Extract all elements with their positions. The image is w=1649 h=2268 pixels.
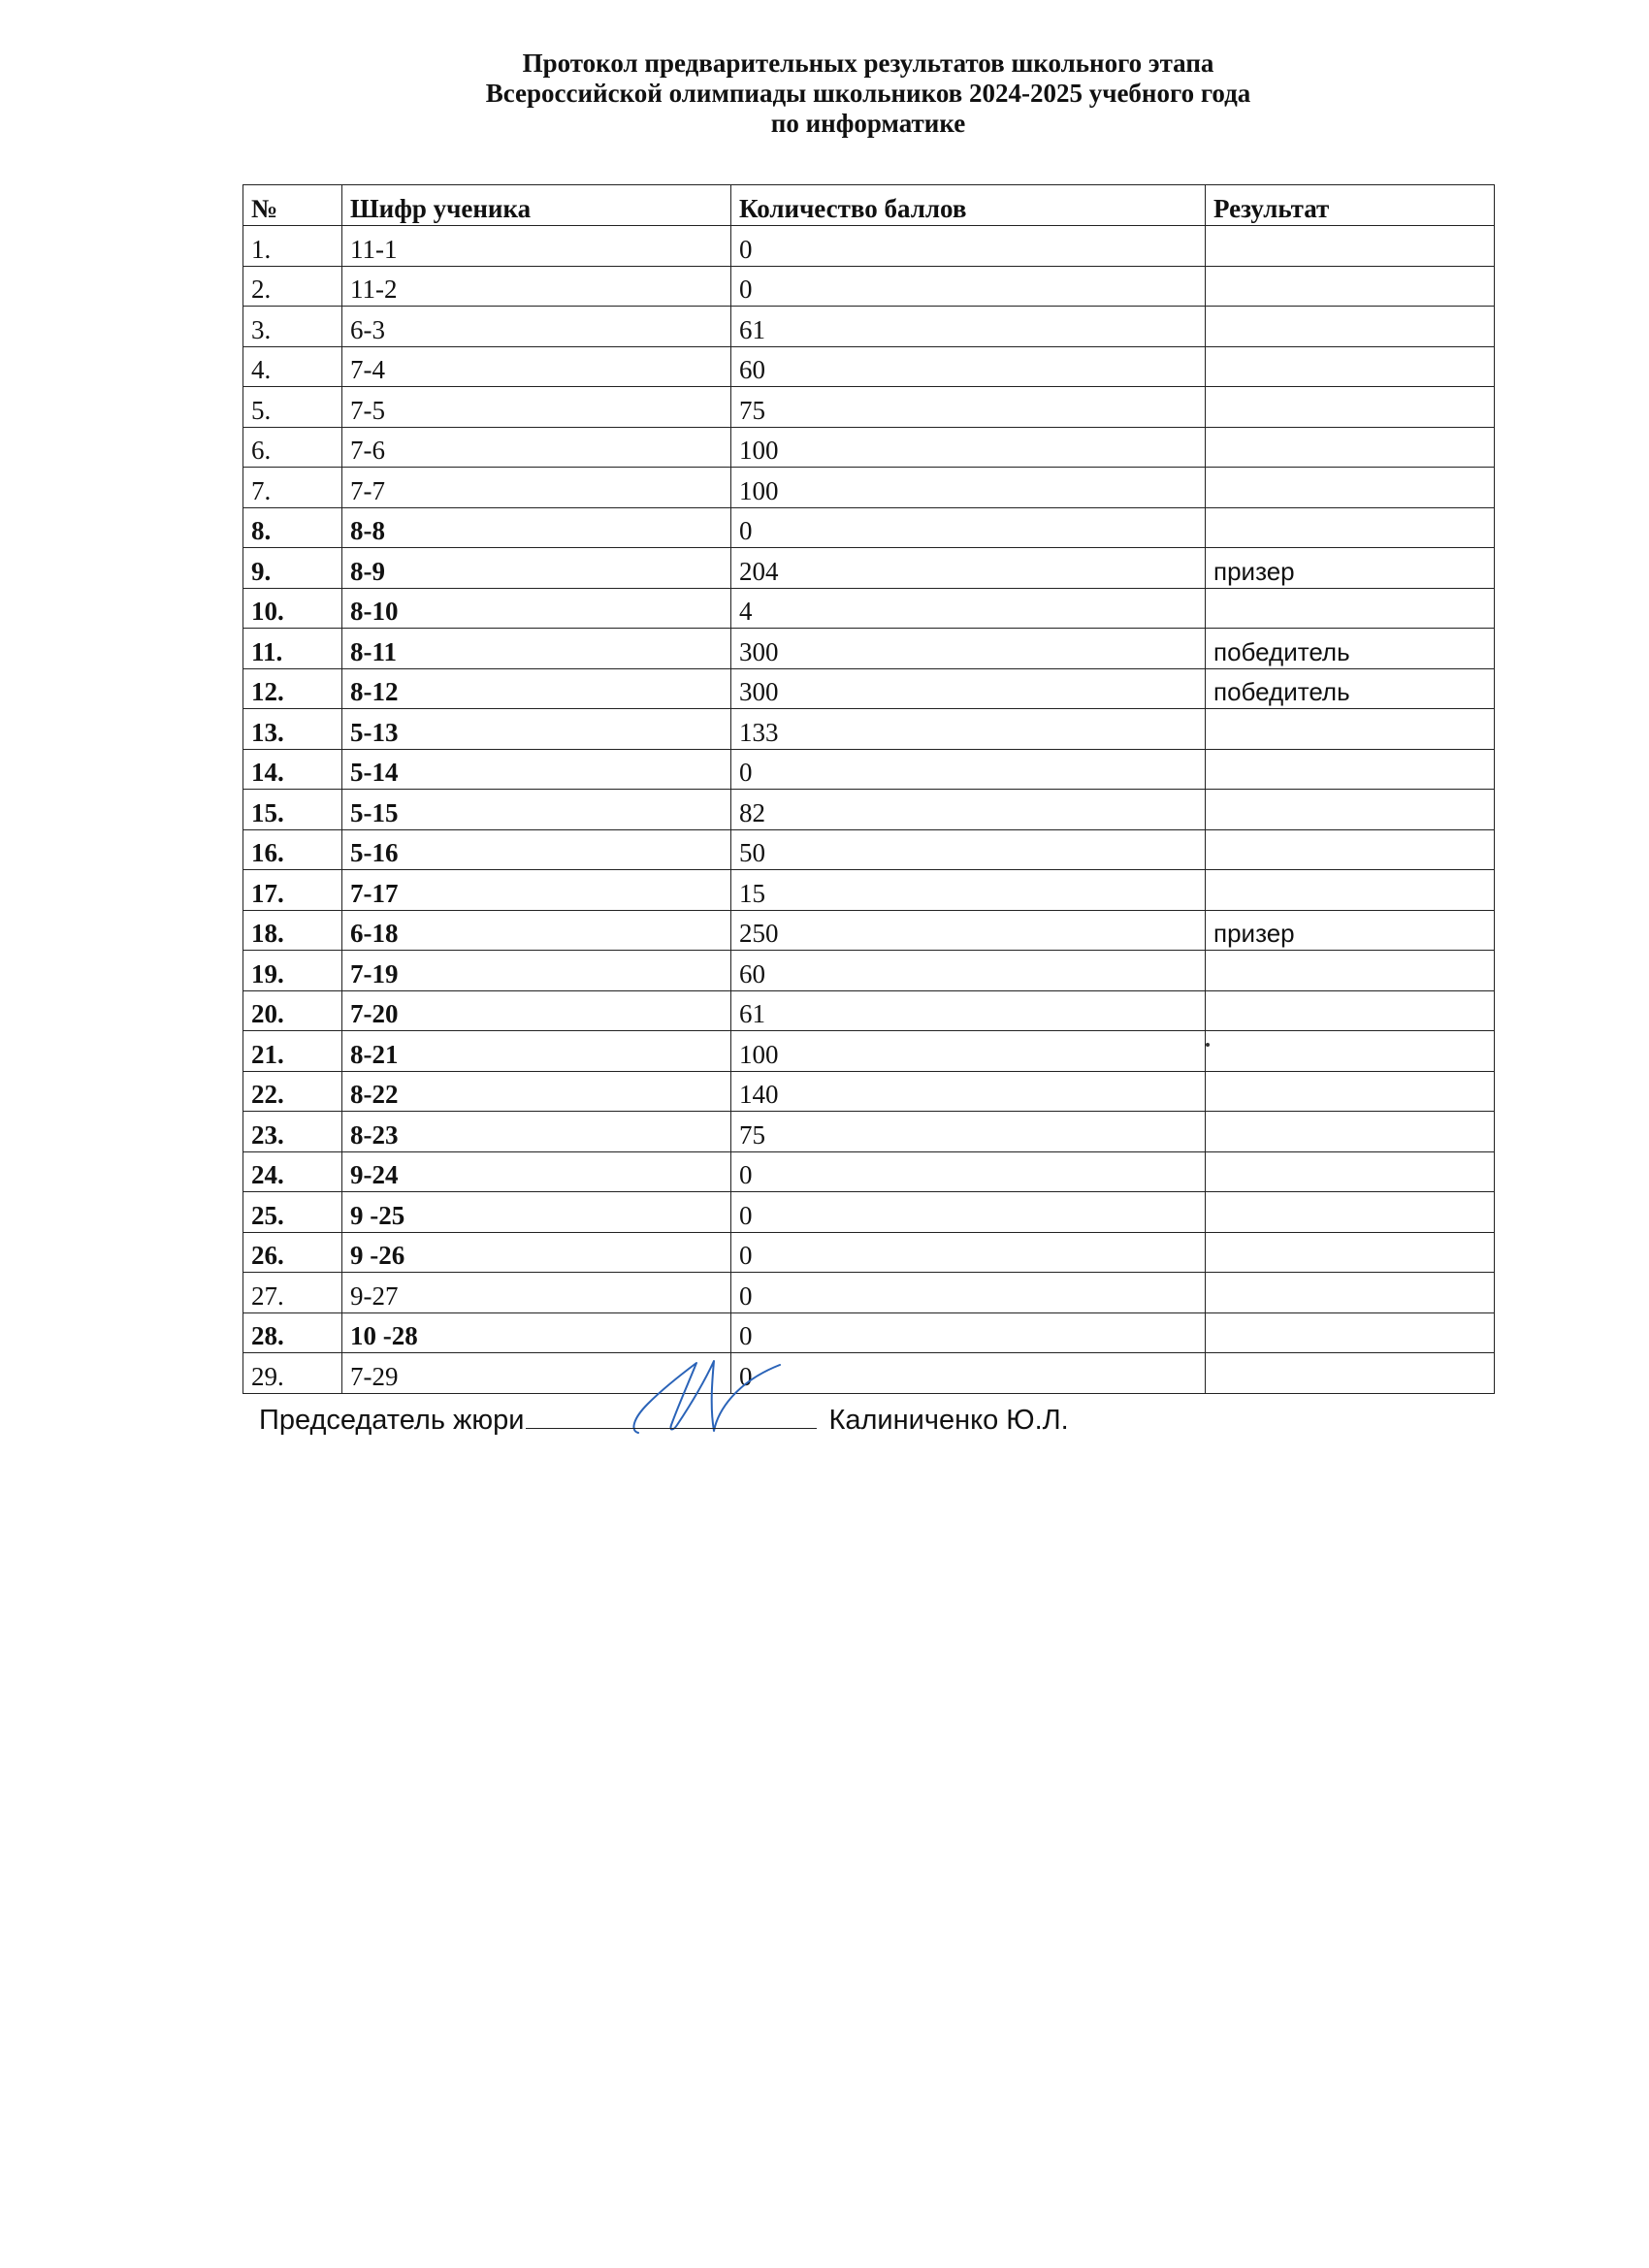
row-code-cell: 8-9 (342, 548, 731, 589)
row-result-cell (1206, 790, 1495, 830)
row-code-cell: 8-22 (342, 1071, 731, 1112)
row-result-cell (1206, 951, 1495, 991)
row-score-cell: 0 (731, 266, 1206, 307)
row-code-cell: 8-21 (342, 1031, 731, 1072)
table-row (243, 387, 1495, 428)
header-score: Количество баллов (731, 185, 1206, 226)
row-num-cell: 4. (243, 346, 342, 387)
row-result-cell (1206, 507, 1495, 548)
row-result-cell (1206, 387, 1495, 428)
row-score-cell: 204 (731, 548, 1206, 589)
row-num-cell: 10. (243, 588, 342, 629)
row-code-cell: 8-8 (342, 507, 731, 548)
row-code-cell: 11-2 (342, 266, 731, 307)
title-line-2: Всероссийской олимпиады школьников 2024-2025 учебного года (485, 79, 1251, 108)
table-row (243, 1112, 1495, 1152)
table-row (243, 749, 1495, 790)
table-row (243, 266, 1495, 307)
row-num-cell: 29. (243, 1353, 342, 1394)
row-result-cell (1206, 226, 1495, 267)
row-code-cell: 11-1 (342, 226, 731, 267)
row-result-cell: призер (1206, 548, 1495, 589)
signature-name: Калиниченко Ю.Л. (828, 1405, 1069, 1436)
title-line-1: Протокол предварительных результатов школьного этапа (522, 49, 1214, 78)
row-score-cell: 100 (731, 427, 1206, 468)
row-num-cell: 13. (243, 709, 342, 750)
row-score-cell: 75 (731, 387, 1206, 428)
table-header-row (243, 185, 1495, 226)
row-score-cell: 0 (731, 1232, 1206, 1273)
table-row (243, 507, 1495, 548)
table-row (243, 427, 1495, 468)
row-score-cell: 75 (731, 1112, 1206, 1152)
row-code-cell: 5-16 (342, 829, 731, 870)
row-score-cell: 0 (731, 226, 1206, 267)
row-result-cell (1206, 307, 1495, 347)
row-score-cell: 15 (731, 870, 1206, 911)
row-score-cell: 61 (731, 307, 1206, 347)
row-code-cell: 8-11 (342, 629, 731, 669)
row-result-cell (1206, 749, 1495, 790)
row-result-cell (1206, 1273, 1495, 1313)
row-num-cell: 8. (243, 507, 342, 548)
row-score-cell: 4 (731, 588, 1206, 629)
table-row (243, 990, 1495, 1031)
row-num-cell: 28. (243, 1312, 342, 1353)
row-result-cell (1206, 1112, 1495, 1152)
table-row (243, 1312, 1495, 1353)
row-code-cell: 8-12 (342, 668, 731, 709)
row-result-cell (1206, 829, 1495, 870)
row-result-cell (1206, 709, 1495, 750)
row-result-cell (1206, 1353, 1495, 1394)
row-num-cell: 18. (243, 910, 342, 951)
row-num-cell: 9. (243, 548, 342, 589)
row-code-cell: 9-27 (342, 1273, 731, 1313)
row-num-cell: 17. (243, 870, 342, 911)
scan-speck (1206, 1043, 1210, 1047)
row-score-cell: 50 (731, 829, 1206, 870)
row-score-cell: 0 (731, 1273, 1206, 1313)
table-row (243, 1353, 1495, 1394)
table-row (243, 1151, 1495, 1192)
header-code: Шифр ученика (342, 185, 731, 226)
row-code-cell: 5-13 (342, 709, 731, 750)
row-num-cell: 16. (243, 829, 342, 870)
row-num-cell: 25. (243, 1192, 342, 1233)
row-num-cell: 1. (243, 226, 342, 267)
row-code-cell: 5-14 (342, 749, 731, 790)
row-code-cell: 7-6 (342, 427, 731, 468)
row-code-cell: 7-7 (342, 468, 731, 508)
table-row (243, 346, 1495, 387)
row-num-cell: 15. (243, 790, 342, 830)
row-result-cell: победитель (1206, 629, 1495, 669)
row-result-cell (1206, 346, 1495, 387)
row-num-cell: 27. (243, 1273, 342, 1313)
row-result-cell: призер (1206, 910, 1495, 951)
row-score-cell: 0 (731, 1192, 1206, 1233)
row-num-cell: 26. (243, 1232, 342, 1273)
row-num-cell: 21. (243, 1031, 342, 1072)
table-row (243, 548, 1495, 589)
row-score-cell: 250 (731, 910, 1206, 951)
table-row (243, 1192, 1495, 1233)
row-code-cell: 7-5 (342, 387, 731, 428)
row-num-cell: 24. (243, 1151, 342, 1192)
table-row (243, 709, 1495, 750)
row-score-cell: 140 (731, 1071, 1206, 1112)
row-code-cell: 9 -26 (342, 1232, 731, 1273)
row-score-cell: 100 (731, 468, 1206, 508)
row-result-cell (1206, 427, 1495, 468)
document-title (242, 49, 1494, 139)
header-num: № (243, 185, 342, 226)
row-score-cell: 82 (731, 790, 1206, 830)
row-result-cell (1206, 1192, 1495, 1233)
row-num-cell: 22. (243, 1071, 342, 1112)
header-result: Результат (1206, 185, 1495, 226)
row-code-cell: 7-29 (342, 1353, 731, 1394)
row-score-cell: 0 (731, 1312, 1206, 1353)
row-num-cell: 20. (243, 990, 342, 1031)
row-code-cell: 7-20 (342, 990, 731, 1031)
table-row (243, 1232, 1495, 1273)
row-score-cell: 300 (731, 629, 1206, 669)
row-result-cell (1206, 870, 1495, 911)
row-code-cell: 8-10 (342, 588, 731, 629)
row-score-cell: 0 (731, 749, 1206, 790)
row-result-cell (1206, 588, 1495, 629)
title-line-3: по информатике (770, 109, 966, 138)
row-num-cell: 19. (243, 951, 342, 991)
row-num-cell: 3. (243, 307, 342, 347)
row-score-cell: 100 (731, 1031, 1206, 1072)
table-row (243, 226, 1495, 267)
row-num-cell: 12. (243, 668, 342, 709)
row-result-cell (1206, 1312, 1495, 1353)
row-code-cell: 8-23 (342, 1112, 731, 1152)
row-code-cell: 7-17 (342, 870, 731, 911)
row-code-cell: 9 -25 (342, 1192, 731, 1233)
row-code-cell: 10 -28 (342, 1312, 731, 1353)
row-code-cell: 5-15 (342, 790, 731, 830)
row-score-cell: 0 (731, 1353, 1206, 1394)
results-table (242, 184, 1495, 1394)
table-row (243, 629, 1495, 669)
results-table-body (243, 226, 1495, 1394)
table-row (243, 307, 1495, 347)
table-row (243, 1031, 1495, 1072)
signature-line (259, 1403, 1069, 1437)
row-score-cell: 133 (731, 709, 1206, 750)
table-row (243, 668, 1495, 709)
row-code-cell: 6-3 (342, 307, 731, 347)
row-code-cell: 7-4 (342, 346, 731, 387)
table-row (243, 1071, 1495, 1112)
row-result-cell (1206, 1151, 1495, 1192)
row-result-cell (1206, 266, 1495, 307)
row-num-cell: 6. (243, 427, 342, 468)
row-score-cell: 60 (731, 346, 1206, 387)
row-code-cell: 6-18 (342, 910, 731, 951)
row-score-cell: 60 (731, 951, 1206, 991)
row-code-cell: 9-24 (342, 1151, 731, 1192)
table-row (243, 468, 1495, 508)
row-score-cell: 0 (731, 507, 1206, 548)
signature-blank (526, 1403, 817, 1429)
row-num-cell: 7. (243, 468, 342, 508)
row-num-cell: 23. (243, 1112, 342, 1152)
row-score-cell: 61 (731, 990, 1206, 1031)
table-row (243, 870, 1495, 911)
row-num-cell: 11. (243, 629, 342, 669)
table-row (243, 588, 1495, 629)
row-num-cell: 14. (243, 749, 342, 790)
table-row (243, 829, 1495, 870)
row-num-cell: 2. (243, 266, 342, 307)
table-row (243, 951, 1495, 991)
row-score-cell: 0 (731, 1151, 1206, 1192)
row-result-cell (1206, 1071, 1495, 1112)
row-result-cell (1206, 1232, 1495, 1273)
row-result-cell (1206, 1031, 1495, 1072)
row-result-cell: победитель (1206, 668, 1495, 709)
row-code-cell: 7-19 (342, 951, 731, 991)
row-result-cell (1206, 468, 1495, 508)
signature-label: Председатель жюри (259, 1405, 525, 1436)
row-num-cell: 5. (243, 387, 342, 428)
row-result-cell (1206, 990, 1495, 1031)
table-row (243, 910, 1495, 951)
table-row (243, 1273, 1495, 1313)
row-score-cell: 300 (731, 668, 1206, 709)
table-row (243, 790, 1495, 830)
